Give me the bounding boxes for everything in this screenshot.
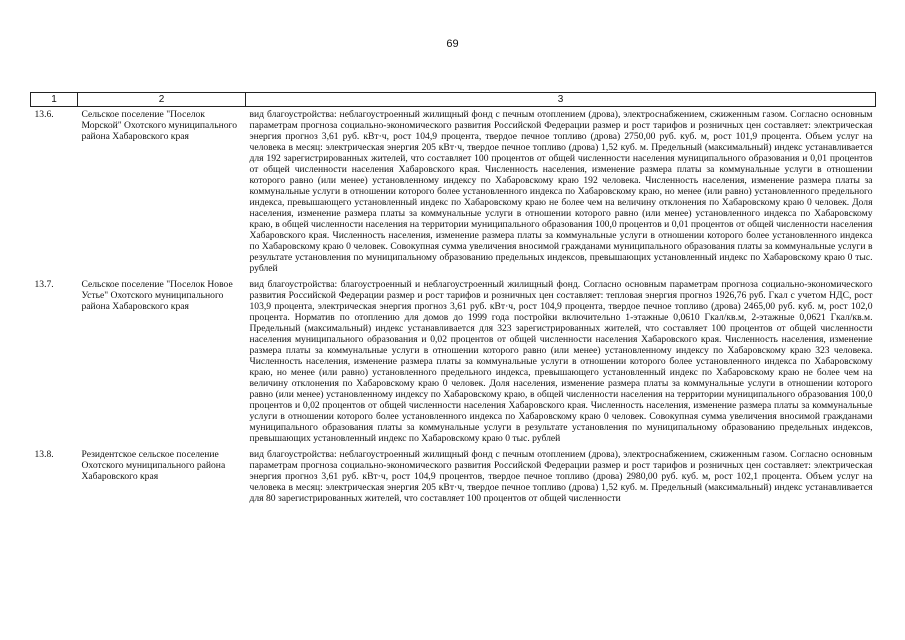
row-number: 13.7. (34, 279, 54, 290)
column-header-settlement: 2 (78, 93, 246, 107)
column-header-description: 3 (246, 93, 876, 107)
row-description: вид благоустройства: неблагоустроенный жилищный фонд с печным отоплением (дрова), электроснабжением, сжиженным газом. Согласно основным параметрам прогноза социально-экономического развития Российской Федерации размер и рост тарифов и розничных цен составляет: электрическая энергия прогноз 3,61 руб. кВт·ч, рост 104,9 процента, твердое печное топливо (дрова) 2750,00 руб. куб. м, рост 101,9 процента. Объем услуг на человека в месяц: электрическая энергия 205 кВт·ч, твердое печное топливо (дрова) 1,52 куб. м. Предельный (максимальный) индекс устанавливается для 192 зарегистрированных жителей, что составляет 100 процентов от общей численности населения муниципального образования и 0,01 процентов от общей численности населения Хабаровского края. Численность населения, изменение размера платы за коммунальные услуги в отношении которого равно (или менее) установленному индексу по Хабаровскому краю 192 человека. Численность населения, изменение размера платы за коммунальные услуги в отношении которого более установленного индекса по Хабаровскому краю, но менее (или равно) установленного предельного индекса, превышающего установленный индекс по Хабаровскому краю не более чем на величину отклонения по Хабаровскому краю 0 человек. Доля населения, изменение размера платы за коммунальные услуги в отношении которого равно (или менее) установленного индекса по Хабаровскому краю, в общей численности населения на территории муниципального образования 100,0 процентов и 0,01 процентов от общей численности населения Хабаровского края. Численность населения, изменение размера платы за коммунальные услуги в отношении которого более установленного индекса по Хабаровскому краю 0 человек. Совокупная сумма увеличения вносимой гражданами муниципального образования платы за коммунальные услуги в результате установления по муниципальному образованию предельных индексов, превышающих установленный индекс по Хабаровскому краю 0 тыс. рублей (249, 109, 873, 274)
column-header-number: 1 (31, 93, 78, 107)
row-description: вид благоустройства: благоустроенный и неблагоустроенный жилищный фонд. Согласно основным параметрам прогноза социально-экономического развития Российской Федерации размер и рост тарифов и розничных цен составляет: тепловая энергия прогноз 1926,76 руб. Гкал с учетом НДС, рост 103,9 процента, электрическая энергия прогноз 3,61 руб. кВт·ч, рост 104,9 процента, твердое печное топливо (дрова) 2465,00 руб. куб. м, рост 102,0 процента. Норматив по отоплению для домов до 1999 года постройки включительно 1-этажные 0,0610 Гкал/кв.м, 2-этажные 0,0621 Гкал/кв.м. Предельный (максимальный) индекс устанавливается для 323 зарегистрированных жителей, что составляет 100 процентов от общей численности населения муниципального образования и 0,02 процентов от общей численности населения Хабаровского края. Численность населения, изменение размера платы за коммунальные услуги в отношении которого равно (или менее) установленному индексу по Хабаровскому краю 323 человека. Численность населения, изменение размера платы за коммунальные услуги в отношении которого более установленного индекса по Хабаровскому краю, но менее (или равно) установленного предельного индекса, превышающего установленный индекс по Хабаровскому краю не более чем на величину отклонения по Хабаровскому краю 0 человек. Доля населения, изменение размера платы за коммунальные услуги в отношении которого равно (или менее) установленному индексу по Хабаровскому краю, в общей численности населения на территории муниципального образования 100,0 процентов и 0,02 процентов от общей численности населения Хабаровского края. Численность населения, изменение размера платы за коммунальные услуги в отношении которого более установленного индекса по Хабаровскому краю 0 человек. Совокупная сумма увеличения вносимой гражданами муниципального образования платы за коммунальные услуги в результате установления по муниципальному образованию предельных индексов, превышающих установленный индекс по Хабаровскому краю 0 тыс. рублей (249, 279, 873, 444)
row-number: 13.8. (34, 449, 54, 460)
settlement-name: Резидентское сельское поселение Охотского муниципального района Хабаровского края (81, 449, 226, 482)
table-row (31, 447, 876, 507)
table-row (31, 107, 876, 278)
row-description: вид благоустройства: неблагоустроенный жилищный фонд с печным отоплением (дрова), электроснабжением, сжиженным газом. Согласно основным параметрам прогноза социально-экономического развития Российской Федерации размер и рост тарифов и розничных цен составляет: электрическая энергия прогноз 3,61 руб. кВт·ч, рост 104,9 процентов, твердое печное топливо (дрова) 2980,00 руб. куб. м, рост 102,1 процента. Объем услуг на человека в месяц: электрическая энергия 205 кВт·ч, твердое печное топливо (дрова) 1,52 куб. м. Предельный (максимальный) индекс устанавливается для 80 зарегистрированных жителей, что составляет 100 процентов от общей численности (249, 449, 873, 504)
row-number: 13.6. (34, 109, 54, 120)
settlement-name: Сельское поселение "Поселок Морской" Охотского муниципального района Хабаровского края (81, 109, 237, 142)
settlement-name: Сельское поселение "Поселок Новое Устье" Охотского муниципального района Хабаровского края (81, 279, 233, 312)
table-row (31, 277, 876, 447)
table-header-row (31, 93, 876, 107)
page-number: 69 (446, 38, 459, 50)
municipal-index-table (30, 92, 876, 507)
